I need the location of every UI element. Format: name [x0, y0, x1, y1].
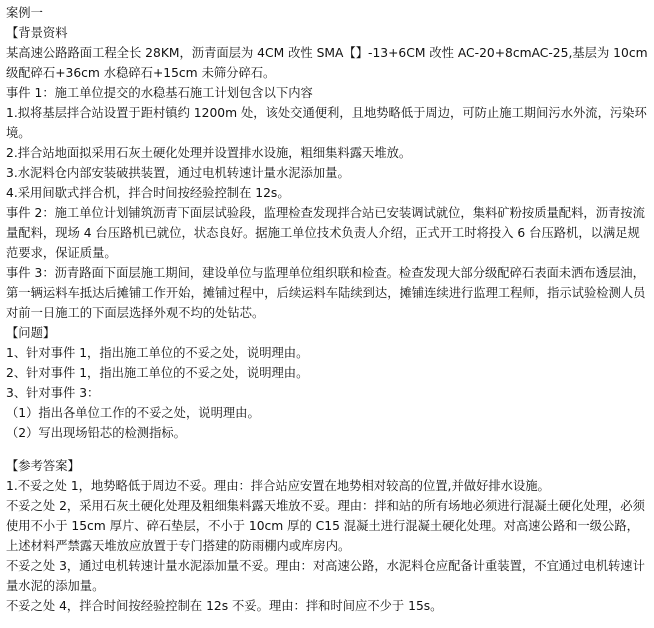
question-3-part-1: （1）指出各单位工作的不妥之处，说明理由。 [6, 406, 260, 420]
case-title: 案例一 [6, 6, 43, 20]
event-2-text: 事件 2：施工单位计划铺筑沥青下面层试验段，监理检查发现拌合站已安装调试就位，集料矿粉按质量配料，沥青按流量配料，现场 4 台压路机已就位，状态良好。据施工单位技术负责人介绍，正式开工时将投入 6 台压路机，以满足规范要求，保证质量。 [6, 206, 645, 260]
background-intro: 某高速公路路面工程全长 28KM，沥青面层为 4CM 改性 SMA【】-13+6CM 改性 AC-20+8cmAC-25,基层为 10cm 级配碎石+36cm 水稳碎石+15cm 未筛分碎石。 [6, 46, 648, 80]
plan-item-1: 1.拟将基层拌合站设置于距村镇约 1200m 处，该处交通便利，且地势略低于周边，可防止施工期间污水外流，污染环境。 [6, 106, 647, 140]
question-3-part-2: （2）写出现场铅芯的检测指标。 [6, 426, 186, 440]
plan-item-2: 2.拌合站地面拟采用石灰土硬化处理并设置排水设施，粗细集料露天堆放。 [6, 146, 412, 160]
question-2: 2、针对事件 1，指出施工单位的不妥之处，说明理由。 [6, 366, 309, 380]
answer-1: 1.不妥之处 1，地势略低于周边不妥。理由：拌合站应安置在地势相对较高的位置,并做好排水设施。 [6, 479, 550, 493]
questions-header: 【问题】 [6, 326, 56, 340]
event-3-text: 事件 3：沥青路面下面层施工期间，建设单位与监理单位组织联和检查。检查发现大部分级配碎石表面未洒布透层油，第一辆运料车抵达后摊铺工作开始，摊铺过程中，后续运料车陆续到达，摊铺连续进行监理工程师，指示试验检测人员对前一日施工的下面层选择外观不均的处钻芯。 [6, 266, 646, 320]
plan-item-3: 3.水泥料仓内部安装破拱装置，通过电机转速计量水泥添加量。 [6, 166, 350, 180]
answer-2: 不妥之处 2，采用石灰土硬化处理及粗细集料露天堆放不妥。理由：拌和站的所有场地必须进行混凝土硬化处理，必须使用不小于 15cm 厚片、碎石垫层，不小于 10cm 厚的 C15 混凝土进行混凝土硬化处理。对高速公路和一级公路，上述材料严禁露天堆放应放置于专门搭建的防雨棚内或库房内。 [6, 499, 645, 553]
answer-4: 不妥之处 4，拌合时间按经验控制在 12s 不妥。理由：拌和时间应不少于 15s。 [6, 599, 443, 613]
spacer [6, 443, 648, 456]
answer-3: 不妥之处 3，通过电机转速计量水泥添加量不妥。理由：对高速公路，水泥料仓应配备计重装置，不宜通过电机转速计量水泥的添加量。 [6, 559, 645, 593]
answers-header: 【参考答案】 [6, 459, 80, 473]
question-1: 1、针对事件 1，指出施工单位的不妥之处，说明理由。 [6, 346, 309, 360]
background-header: 【背景资料 [6, 26, 68, 40]
event-1-text: 事件 1：施工单位提交的水稳基石施工计划包含以下内容 [6, 86, 313, 100]
plan-item-4: 4.采用间歇式拌合机，拌合时间按经验控制在 12s。 [6, 186, 290, 200]
question-3: 3、针对事件 3： [6, 386, 100, 400]
